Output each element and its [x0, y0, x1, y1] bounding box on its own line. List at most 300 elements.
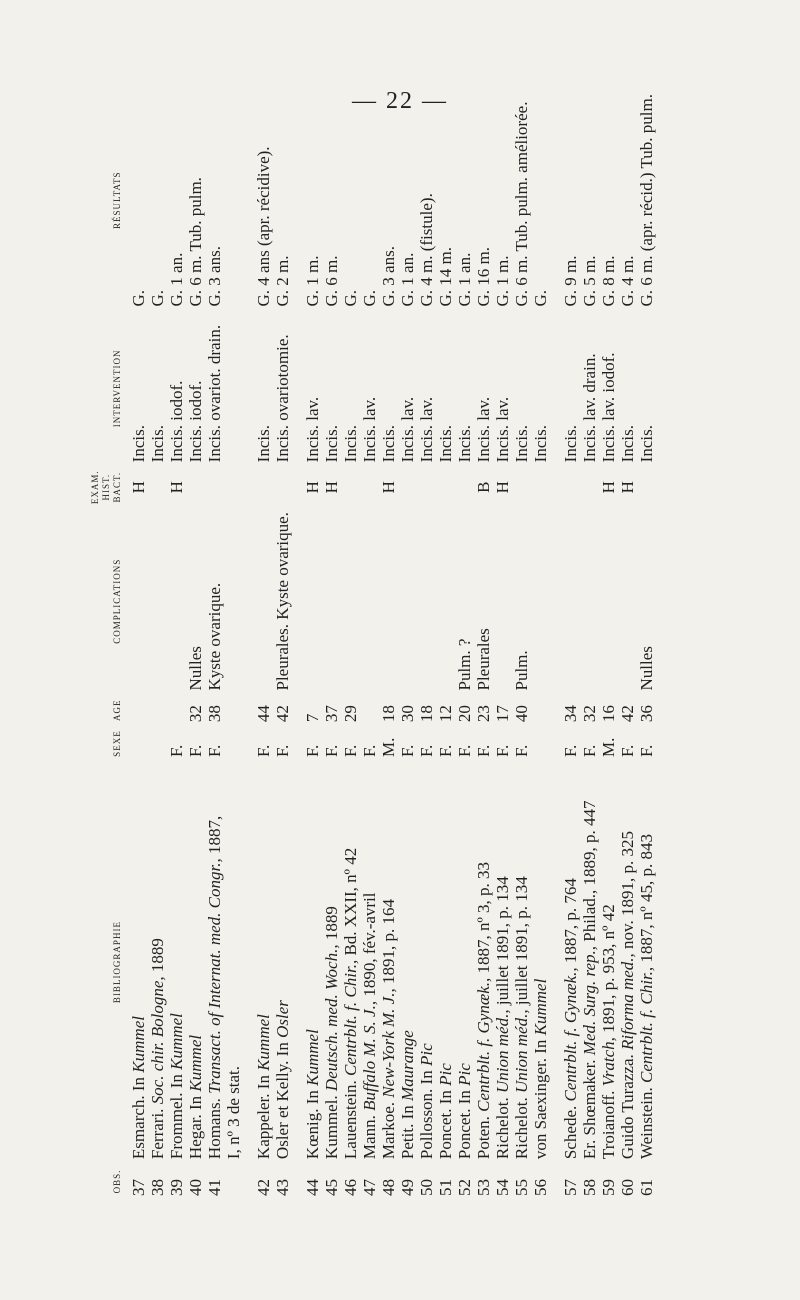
result-cell: G. [148, 289, 167, 307]
bibliography-cell [637, 761, 656, 1163]
age-cell: 37 [322, 705, 341, 723]
table-row [273, 90, 292, 1200]
table-row [474, 90, 493, 1200]
bibliography-reference: 1887, nº 3, p. 33 [474, 861, 493, 978]
exam-cell [417, 466, 436, 508]
bibliography-cell [618, 761, 637, 1163]
bibliography-cell [531, 761, 550, 1163]
age-cell [148, 695, 167, 727]
intervention-cell [224, 311, 243, 467]
exam-cell [273, 466, 292, 508]
complications-cell: Nulles [637, 646, 656, 691]
result-cell [224, 90, 243, 311]
age-cell: 18 [417, 705, 436, 723]
sex-cell: F. [254, 744, 273, 758]
header-intervention: INTERVENTION [112, 349, 122, 428]
result-cell: G. 1 an. [455, 252, 474, 307]
exam-cell [205, 466, 224, 508]
header-obs: OBS. [112, 1169, 122, 1194]
bibliography-source: Osler [273, 1000, 292, 1038]
intervention-cell: Incis. lav. drain. [580, 353, 599, 463]
bibliography-source: Pic [436, 1063, 455, 1086]
sex-cell: F. [398, 744, 417, 758]
intervention-cell: Incis. [341, 425, 360, 463]
bibliography-reference: Philad., 1889, p. 447 [580, 800, 599, 946]
exam-cell [243, 466, 273, 508]
bibliography-author: Hegar. In [186, 1091, 205, 1160]
bibliography-source: Kummel [531, 978, 550, 1036]
bibliography-source: Kummel [186, 1034, 205, 1092]
table-row [436, 90, 455, 1200]
sex-cell: F. [580, 744, 599, 758]
exam-cell [531, 466, 550, 508]
bibliography-author: Richelot. [512, 1092, 531, 1160]
exam-cell [341, 466, 360, 508]
bibliography-reference: Bd. XXII, nº 42 [341, 847, 360, 960]
table-row [167, 90, 186, 1200]
obs-number: 42 [254, 1179, 273, 1196]
table-row [637, 90, 656, 1200]
bibliography-author: Petit. In [398, 1100, 417, 1160]
intervention-cell: Incis. [512, 425, 531, 463]
table-body [129, 90, 656, 1200]
exam-cell [436, 466, 455, 508]
age-cell [531, 695, 550, 727]
bibliography-cell [167, 761, 186, 1163]
exam-cell: H [599, 481, 618, 494]
table-row [205, 90, 224, 1200]
table-row [292, 90, 322, 1200]
intervention-cell: Incis. [637, 425, 656, 463]
obs-number: 47 [360, 1179, 379, 1196]
bibliography-source: Union méd., [512, 1009, 531, 1093]
obs-number: 48 [379, 1179, 398, 1196]
bibliography-author: Lauenstein. [341, 1075, 360, 1160]
bibliography-author: Ferrari. [148, 1104, 167, 1160]
sex-cell: F. [167, 744, 186, 758]
header-complications: COMPLICATIONS [112, 558, 122, 644]
bibliography-author: Osler et Kelly. In [273, 1037, 292, 1160]
result-cell: G. 9 m. [561, 255, 580, 307]
bibliography-source: Kummel [129, 1016, 148, 1073]
bibliography-author: Er. Shœmaker. [580, 1055, 599, 1160]
obs-number: 51 [436, 1179, 455, 1196]
exam-cell: H [618, 481, 637, 494]
obs-number: 37 [129, 1179, 148, 1196]
header-exam: EXAM. HIST. BACT. [90, 470, 122, 505]
bibliography-reference: 1887, [205, 815, 224, 859]
table-row [531, 90, 550, 1200]
exam-cell: H [303, 481, 322, 494]
bibliography-author: Pollosson. In [417, 1066, 436, 1160]
bibliography-source: Vratch, [599, 1037, 618, 1087]
intervention-cell: Incis. lav. [398, 396, 417, 463]
bibliography-source: Centrblt. f. Gynæk., [474, 977, 493, 1112]
obs-number [224, 1163, 243, 1200]
bibliography-cell [243, 761, 273, 1163]
table-row [417, 90, 436, 1200]
complications-cell [292, 508, 322, 694]
obs-number: 44 [303, 1179, 322, 1196]
table-row [148, 90, 167, 1200]
bibliography-author: Esmarch. In [129, 1072, 148, 1160]
sex-cell: F. [618, 744, 637, 758]
bibliography-cell [205, 761, 224, 1163]
obs-number: 38 [148, 1179, 167, 1196]
intervention-cell: Incis. iodof. [167, 380, 186, 463]
table-row [618, 90, 637, 1200]
sex-cell: F. [303, 744, 322, 758]
age-cell: 42 [273, 705, 292, 723]
intervention-cell: Incis. lav. [474, 396, 493, 463]
complications-cell: Pulm. ? [455, 638, 474, 691]
result-cell: G. [360, 289, 379, 307]
bibliography-cell [322, 761, 341, 1163]
bibliography-author: Kappeler. In [254, 1070, 273, 1160]
complications-cell [379, 508, 398, 694]
bibliography-source: Centrblt. f. Chir., [341, 959, 360, 1076]
obs-number: 57 [561, 1179, 580, 1196]
bibliography-source: Buffalo M. S. J., [360, 1000, 379, 1111]
complications-cell [550, 508, 580, 694]
bibliography-author: Guido Turazza. [618, 1050, 637, 1160]
table-row [550, 90, 580, 1200]
age-cell: 42 [618, 705, 637, 723]
age-cell [360, 695, 379, 727]
bibliography-author: Poten. [474, 1111, 493, 1160]
complications-cell [224, 508, 243, 694]
complications-cell [360, 508, 379, 694]
age-cell: 18 [379, 705, 398, 723]
result-cell: G. 3 ans. [379, 246, 398, 307]
obs-number: 49 [398, 1179, 417, 1196]
complications-cell [398, 508, 417, 694]
complications-cell [341, 508, 360, 694]
obs-number: 41 [205, 1179, 224, 1196]
exam-cell: B [474, 481, 493, 493]
complications-cell [493, 508, 512, 694]
bibliography-reference: juillet 1891, p. 134 [493, 876, 512, 1010]
sex-cell: F. [436, 744, 455, 758]
header-resultats: RÉSULTATS [112, 171, 122, 229]
complications-cell: Kyste ovarique. [205, 582, 224, 691]
bibliography-source: Deutsch. med. Woch., [322, 944, 341, 1092]
bibliography-cell [224, 761, 243, 1163]
sex-cell: F. [455, 744, 474, 758]
age-cell: 38 [205, 705, 224, 723]
sex-cell: F. [186, 744, 205, 758]
complications-cell [436, 508, 455, 694]
result-cell: G. [129, 289, 148, 307]
bibliography-cell [474, 761, 493, 1163]
intervention-cell: Incis. [561, 425, 580, 463]
sex-cell: F. [474, 744, 493, 758]
sex-cell [129, 726, 148, 761]
bibliography-cell [436, 761, 455, 1163]
sex-cell: F. [493, 744, 512, 758]
bibliography-author: I, nº 3 de stat. [224, 1065, 243, 1160]
exam-cell [360, 466, 379, 508]
bibliography-cell [398, 761, 417, 1163]
complications-cell: Nulles [186, 646, 205, 691]
bibliography-author: Poncet. In [455, 1085, 474, 1160]
age-cell: 44 [254, 705, 273, 723]
age-cell: 36 [637, 705, 656, 723]
intervention-cell: Incis. ovariot. drain. [205, 324, 224, 463]
bibliography-author: Troianoff. [599, 1086, 618, 1160]
complications-cell [167, 508, 186, 694]
table-row [322, 90, 341, 1200]
bibliography-cell [148, 761, 167, 1163]
exam-cell: H [493, 481, 512, 494]
obs-number: 43 [273, 1179, 292, 1196]
bibliography-author: Richelot. [493, 1092, 512, 1160]
intervention-cell: Incis. lav. iodof. [599, 352, 618, 463]
complications-cell: Pulm. [512, 650, 531, 691]
bibliography-cell [360, 761, 379, 1163]
intervention-cell: Incis. [531, 425, 550, 463]
intervention-cell: Incis. [129, 425, 148, 463]
bibliography-cell [550, 761, 580, 1163]
complications-cell [580, 508, 599, 694]
obs-number: 46 [341, 1179, 360, 1196]
bibliography-cell [455, 761, 474, 1163]
obs-number: 59 [599, 1179, 618, 1196]
exam-cell: H [322, 481, 341, 494]
complications-cell: Pleurales. Kyste ovarique. [273, 512, 292, 691]
bibliography-reference: juillet 1891, p. 134 [512, 876, 531, 1010]
exam-cell [637, 466, 656, 508]
result-cell: G. 16 m. [474, 247, 493, 307]
sex-cell: F. [341, 744, 360, 758]
bibliography-reference: 1887, nº 45, p. 843 [637, 834, 656, 967]
table-row [599, 90, 618, 1200]
sex-cell: F. [273, 744, 292, 758]
bibliography-reference: 1891, p. 164 [379, 899, 398, 989]
age-cell [167, 695, 186, 727]
age-cell: 29 [341, 705, 360, 723]
age-cell [129, 695, 148, 727]
age-cell: 20 [455, 705, 474, 723]
complications-cell [322, 508, 341, 694]
intervention-cell: Incis. [436, 425, 455, 463]
obs-number: 56 [531, 1179, 550, 1196]
table-row [243, 90, 273, 1200]
header-row [90, 90, 129, 1200]
bibliography-cell [129, 761, 148, 1163]
header-age: AGE [112, 699, 122, 722]
age-cell: 32 [186, 705, 205, 723]
age-cell: 12 [436, 705, 455, 723]
obs-number: 39 [167, 1179, 186, 1196]
obs-number: 45 [322, 1179, 341, 1196]
sex-cell: F. [512, 744, 531, 758]
bibliography-source: Kummel [167, 1013, 186, 1070]
exam-cell [580, 466, 599, 508]
bibliography-author: Weinstein. [637, 1083, 656, 1160]
result-cell: G. 1 an. [398, 252, 417, 307]
age-cell: 30 [398, 705, 417, 723]
bibliography-reference: 1887, p. 764 [561, 878, 580, 968]
bibliography-author: Kummel. [322, 1091, 341, 1160]
age-cell: 7 [303, 713, 322, 723]
bibliography-source: Kummel [254, 1014, 273, 1071]
exam-cell [148, 466, 167, 508]
obs-number: 52 [455, 1179, 474, 1196]
bibliography-reference: 1890, fév.-avril [360, 892, 379, 1001]
obs-number: 58 [580, 1179, 599, 1196]
complications-cell [243, 508, 273, 694]
result-cell: G. 1 an. [167, 252, 186, 307]
bibliography-author: Markoe. [379, 1097, 398, 1160]
age-cell: 34 [561, 705, 580, 723]
result-cell: G. 1 m. [303, 255, 322, 307]
intervention-cell: Incis. [148, 425, 167, 463]
table-row [512, 90, 531, 1200]
result-cell: G. 5 m. [580, 255, 599, 307]
table-row [379, 90, 398, 1200]
result-cell: G. 6 m. Tub. pulm. améliorée. [512, 101, 531, 307]
intervention-cell: Incis. [379, 425, 398, 463]
bibliography-cell [186, 761, 205, 1163]
result-cell: G. 1 m. [493, 255, 512, 307]
result-cell: G. 4 ans (apr. récidive). [254, 146, 273, 307]
obs-number: 40 [186, 1179, 205, 1196]
complications-cell [148, 508, 167, 694]
complications-cell [599, 508, 618, 694]
table-row [341, 90, 360, 1200]
complications-cell [531, 508, 550, 694]
sex-cell: F. [360, 744, 379, 758]
intervention-cell: Incis. lav. [303, 396, 322, 463]
exam-cell [455, 466, 474, 508]
bibliography-source: Centrblt. f. Gynæk., [561, 967, 580, 1102]
table-row [224, 90, 243, 1200]
table-row [360, 90, 379, 1200]
intervention-cell: Incis. lav. [360, 396, 379, 463]
bibliography-cell [580, 761, 599, 1163]
exam-cell [398, 466, 417, 508]
bibliography-cell [599, 761, 618, 1163]
sex-cell: M. [599, 737, 618, 758]
sex-cell: F. [561, 744, 580, 758]
result-cell: G. 4 m. (fistule). [417, 193, 436, 307]
bibliography-cell [379, 761, 398, 1163]
intervention-cell: Incis. lav. [493, 396, 512, 463]
bibliography-source: New-York M. J., [379, 988, 398, 1098]
result-cell: G. 6 m. [322, 255, 341, 307]
complications-cell: Pleurales [474, 628, 493, 691]
intervention-cell: Incis. iodof. [186, 380, 205, 463]
sex-cell: M. [379, 737, 398, 758]
table-row [580, 90, 599, 1200]
bibliography-cell [341, 761, 360, 1163]
intervention-cell: Incis. [254, 425, 273, 463]
bibliography-cell [273, 761, 292, 1163]
age-cell: 17 [493, 705, 512, 723]
bibliography-source: Soc. chir. Bologne, [148, 976, 167, 1105]
exam-cell: H [379, 481, 398, 494]
result-cell: G. 6 m. (apr. récid.) Tub. pulm. [637, 94, 656, 307]
intervention-cell: Incis. [618, 425, 637, 463]
bibliography-source: Kummel [303, 1029, 322, 1086]
complications-cell [417, 508, 436, 694]
obs-number: 54 [493, 1179, 512, 1196]
bibliography-source: Transact. of Internat. med. Congr., [205, 858, 224, 1094]
bibliography-reference: nov. 1891, p. 325 [618, 831, 637, 954]
exam-cell [550, 466, 580, 508]
sex-cell [148, 726, 167, 761]
exam-cell: H [129, 481, 148, 494]
result-cell: G. [531, 289, 550, 307]
complications-cell [129, 508, 148, 694]
exam-cell [186, 466, 205, 508]
table-row [455, 90, 474, 1200]
table-row [493, 90, 512, 1200]
obs-number: 60 [618, 1179, 637, 1196]
table-row [186, 90, 205, 1200]
bibliography-author: Mann. [360, 1110, 379, 1160]
bibliography-author: Frommel. In [167, 1069, 186, 1160]
bibliography-author: von Saexinger. In [531, 1035, 550, 1160]
result-cell: G. 14 m. [436, 247, 455, 307]
bibliography-reference: 1889 [148, 938, 167, 977]
bibliography-source: Union méd., [493, 1009, 512, 1093]
result-cell: G. 6 m. Tub. pulm. [186, 177, 205, 307]
exam-cell [224, 466, 243, 508]
observations-table [90, 90, 656, 1200]
exam-cell [512, 466, 531, 508]
sex-cell: F. [637, 744, 656, 758]
bibliography-cell [292, 761, 322, 1163]
bibliography-author: Poncet. In [436, 1085, 455, 1160]
bibliography-source: Pic [417, 1043, 436, 1067]
intervention-cell: Incis. lav. [417, 396, 436, 463]
obs-number: 55 [512, 1179, 531, 1196]
age-cell: 23 [474, 705, 493, 723]
intervention-cell: Incis. ovariotomie. [273, 334, 292, 463]
bibliography-reference: 1891, p. 953, nº 42 [599, 904, 618, 1038]
table-row [398, 90, 417, 1200]
sex-cell: F. [205, 744, 224, 758]
intervention-cell: Incis. [322, 425, 341, 463]
obs-number: 53 [474, 1179, 493, 1196]
obs-number: 50 [417, 1179, 436, 1196]
sex-cell: F. [417, 744, 436, 758]
obs-number: 61 [637, 1179, 656, 1196]
sex-cell: F. [322, 744, 341, 758]
bibliography-source: Centrblt. f. Chir., [637, 966, 656, 1084]
sex-cell [531, 726, 550, 761]
exam-cell: H [167, 481, 186, 494]
header-sexe: SEXE [112, 730, 122, 757]
age-cell: 32 [580, 705, 599, 723]
page-number: — 22 — [352, 88, 448, 114]
bibliography-cell [512, 761, 531, 1163]
result-cell: G. 2 m. [273, 255, 292, 307]
intervention-cell: Incis. [455, 425, 474, 463]
header-bibliographie: BIBLIOGRAPHIE [112, 921, 122, 1004]
complications-cell [618, 508, 637, 694]
age-cell: 40 [512, 705, 531, 723]
sex-cell [224, 726, 243, 761]
bibliography-author: Homans. [205, 1093, 224, 1160]
result-cell: G. 3 ans. [205, 246, 224, 307]
bibliography-author: Kœnig. In [303, 1085, 322, 1160]
bibliography-cell [493, 761, 512, 1163]
bibliography-source: Riforma med., [618, 953, 637, 1050]
bibliography-reference: 1889 [322, 906, 341, 945]
